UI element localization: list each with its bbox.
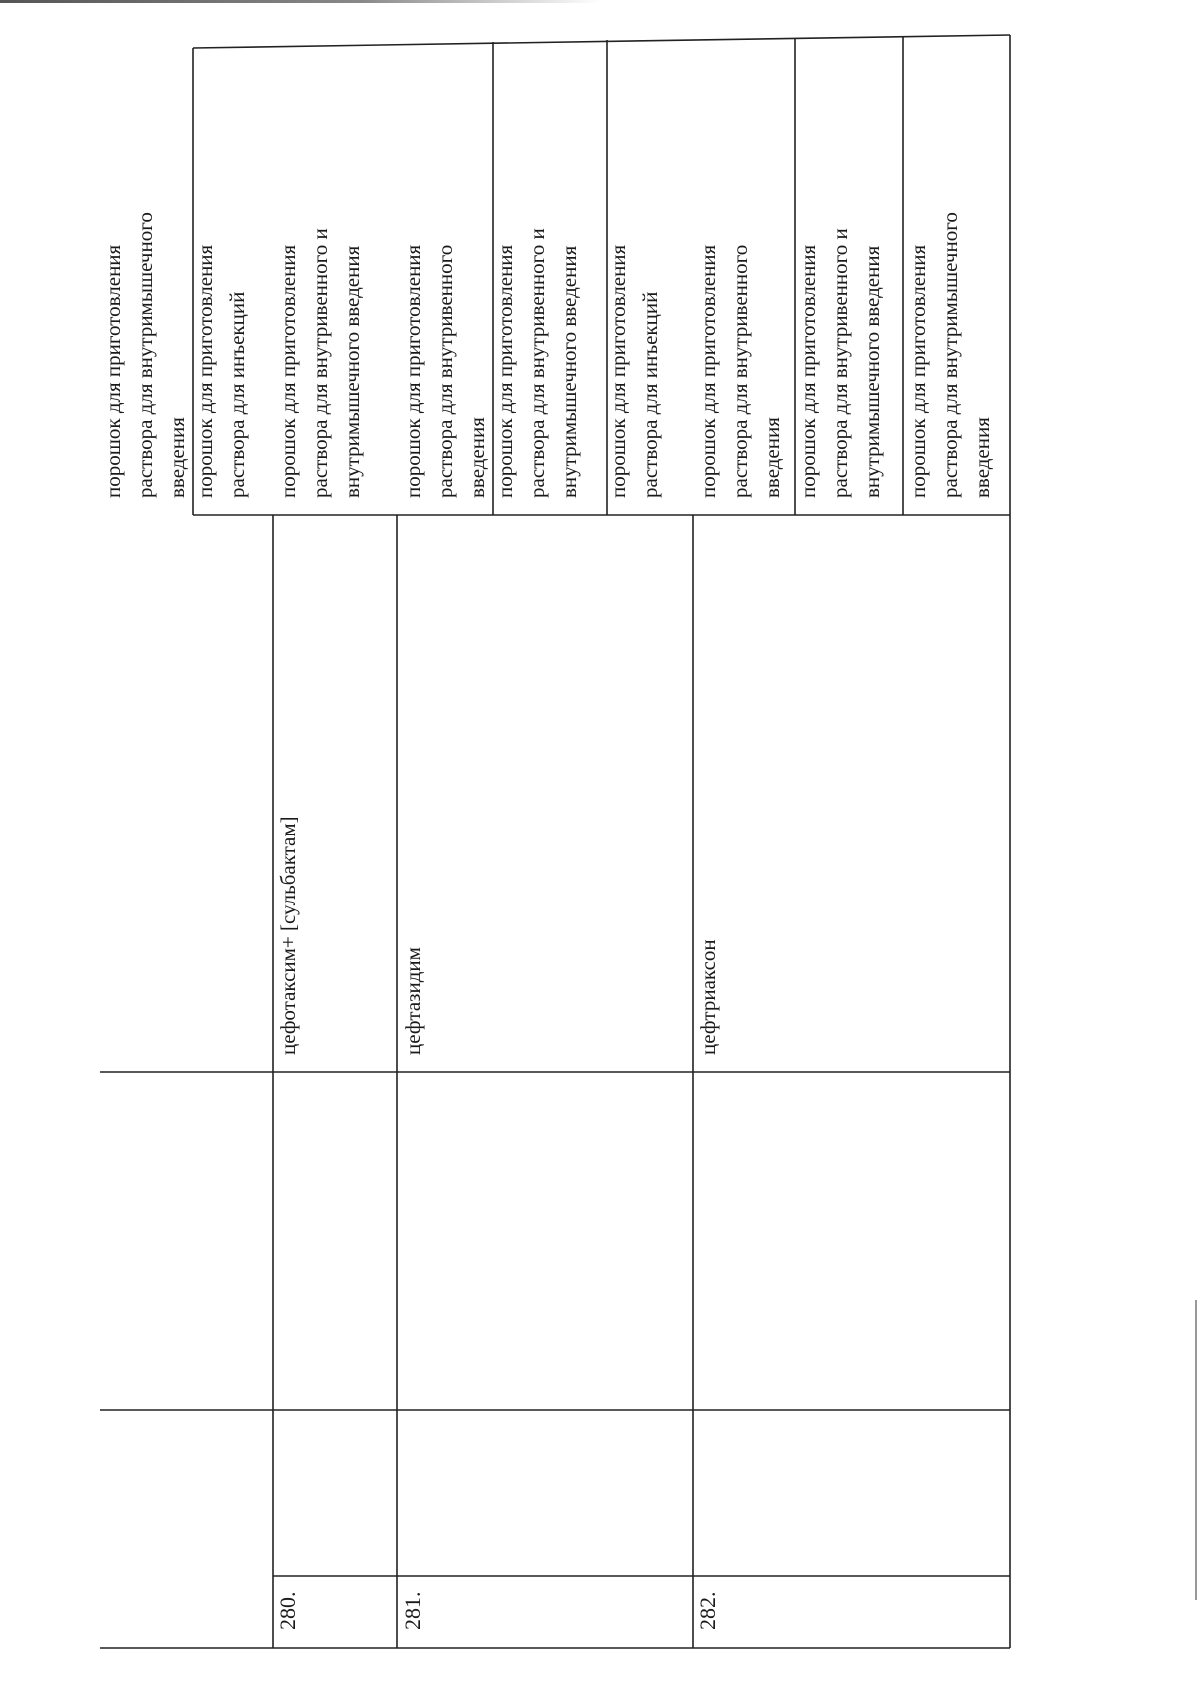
dosage-form-line: порошок для приготовления: [493, 244, 517, 498]
dosage-form-line: введения: [970, 417, 994, 498]
dosage-form-line: раствора для внутривенного: [433, 244, 457, 498]
row-number: 280.: [275, 1591, 300, 1630]
dosage-form-line: порошок для приготовления: [796, 244, 820, 498]
dosage-form-line: внутримышечного введения: [557, 245, 581, 498]
dosage-form-line: порошок для приготовления: [401, 244, 425, 498]
drug-name: цефтриаксон: [696, 939, 720, 1055]
drug-name: цефтазидим: [401, 947, 425, 1055]
drug-name: цефотаксим+ [сульбактам]: [276, 816, 300, 1055]
dosage-form-line: раствора для внутримышечного: [938, 212, 962, 498]
dosage-form-line: раствора для инъекций: [638, 291, 662, 498]
row-number: 281.: [400, 1591, 425, 1630]
dosage-form-line: введения: [465, 417, 489, 498]
dosage-form-line: порошок для приготовления: [606, 244, 630, 498]
dosage-form-line: раствора для внутримышечного: [133, 212, 157, 498]
dosage-form-line: введения: [760, 417, 784, 498]
dosage-form-line: раствора для внутривенного и: [308, 228, 332, 498]
dosage-form-line: порошок для приготовления: [906, 244, 930, 498]
dosage-form-line: порошок для приготовления: [101, 244, 125, 498]
dosage-form-line: порошок для приготовления: [276, 244, 300, 498]
dosage-form-line: раствора для внутривенного: [728, 244, 752, 498]
dosage-form-line: раствора для инъекций: [225, 291, 249, 498]
dosage-form-line: раствора для внутривенного и: [525, 228, 549, 498]
table-text: [101, 212, 994, 1630]
dosage-form-line: внутримышечного введения: [860, 245, 884, 498]
dosage-form-line: внутримышечного введения: [340, 245, 364, 498]
dosage-form-line: введения: [165, 417, 189, 498]
row-number: 282.: [695, 1591, 720, 1630]
dosage-form-line: порошок для приготовления: [696, 244, 720, 498]
dosage-form-line: раствора для внутривенного и: [828, 228, 852, 498]
dosage-form-line: порошок для приготовления: [193, 244, 217, 498]
